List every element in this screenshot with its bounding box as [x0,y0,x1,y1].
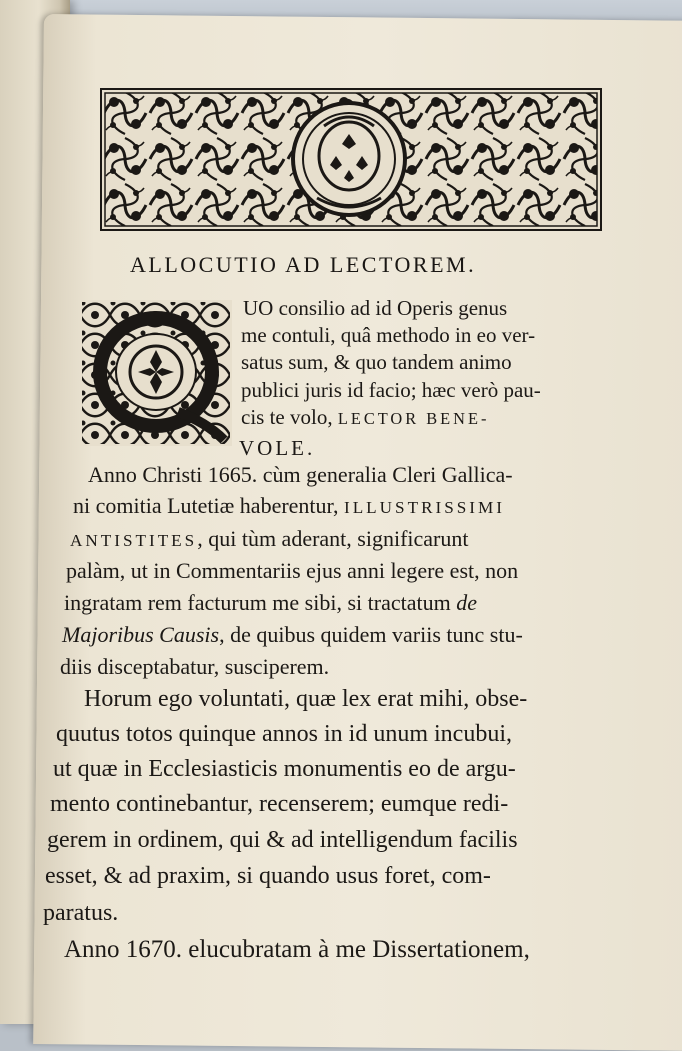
para1-line-6-text: , de quibus quidem variis tunc stu- [219,622,523,647]
lector-benevole-smallcaps: LECTOR BENE- [337,409,490,428]
intro-line-6: VOLE. [239,436,316,460]
para1-line-3 [70,526,468,552]
intro-line-2: me contuli, quâ methodo in eo ver- [241,323,536,347]
intro-line-5 [241,405,489,430]
para1-line-2 [73,493,505,519]
para1-line-5 [64,590,477,616]
para1-line-2-text: ni comitia Lutetiæ haberentur, [73,493,344,518]
floral-ornament-icon [102,90,600,229]
para1-line-3-text: , qui tùm aderant, significarunt [197,526,469,551]
para2-line-2: quutus totos quinque annos in id unum incubui, [56,721,512,747]
para2-line-7: paratus. [43,900,119,926]
para2-line-3: ut quæ in Ecclesiasticis monumentis eo de argu- [53,756,516,782]
para3-line-1: Anno 1670. elucubratam à me Dissertationem, [64,936,530,963]
para1-line-5-text: ingratam rem facturum me sibi, si tractatum [64,590,457,615]
initial-q-icon [80,300,232,446]
para1-line-7: diis disceptabatur, susciperem. [60,654,330,679]
decorated-initial-q [80,300,232,446]
page-heading: ALLOCUTIO AD LECTOREM. [130,252,477,277]
para1-line-6 [62,622,523,648]
para2-line-1: Horum ego voluntati, quæ lex erat mihi, obse- [84,686,528,712]
de-italic: de [456,590,477,615]
intro-line-5-text: cis te volo, [241,405,338,429]
antistites-smallcaps: ANTISTITES [70,531,198,550]
intro-line-1: UO consilio ad id Operis genus [243,296,508,320]
para2-line-4: mento continebantur, recenserem; eumque redi- [50,791,509,817]
intro-line-3: satus sum, & quo tandem animo [241,350,512,374]
para1-line-1: Anno Christi 1665. cùm generalia Cleri Gallica- [88,462,513,487]
para2-line-5: gerem in ordinem, qui & ad intelligendum facilis [47,827,518,853]
para2-line-6: esset, & ad praxim, si quando usus foret, com- [45,863,491,889]
majoribus-causis-italic: Majoribus Causis [62,622,220,647]
intro-line-4: publici juris id facio; hæc verò pau- [241,378,541,402]
ornamental-headpiece [100,88,602,231]
illustrissimi-smallcaps: ILLUSTRISSIMI [343,498,505,517]
para1-line-4: palàm, ut in Commentariis ejus anni legere est, non [66,558,519,583]
